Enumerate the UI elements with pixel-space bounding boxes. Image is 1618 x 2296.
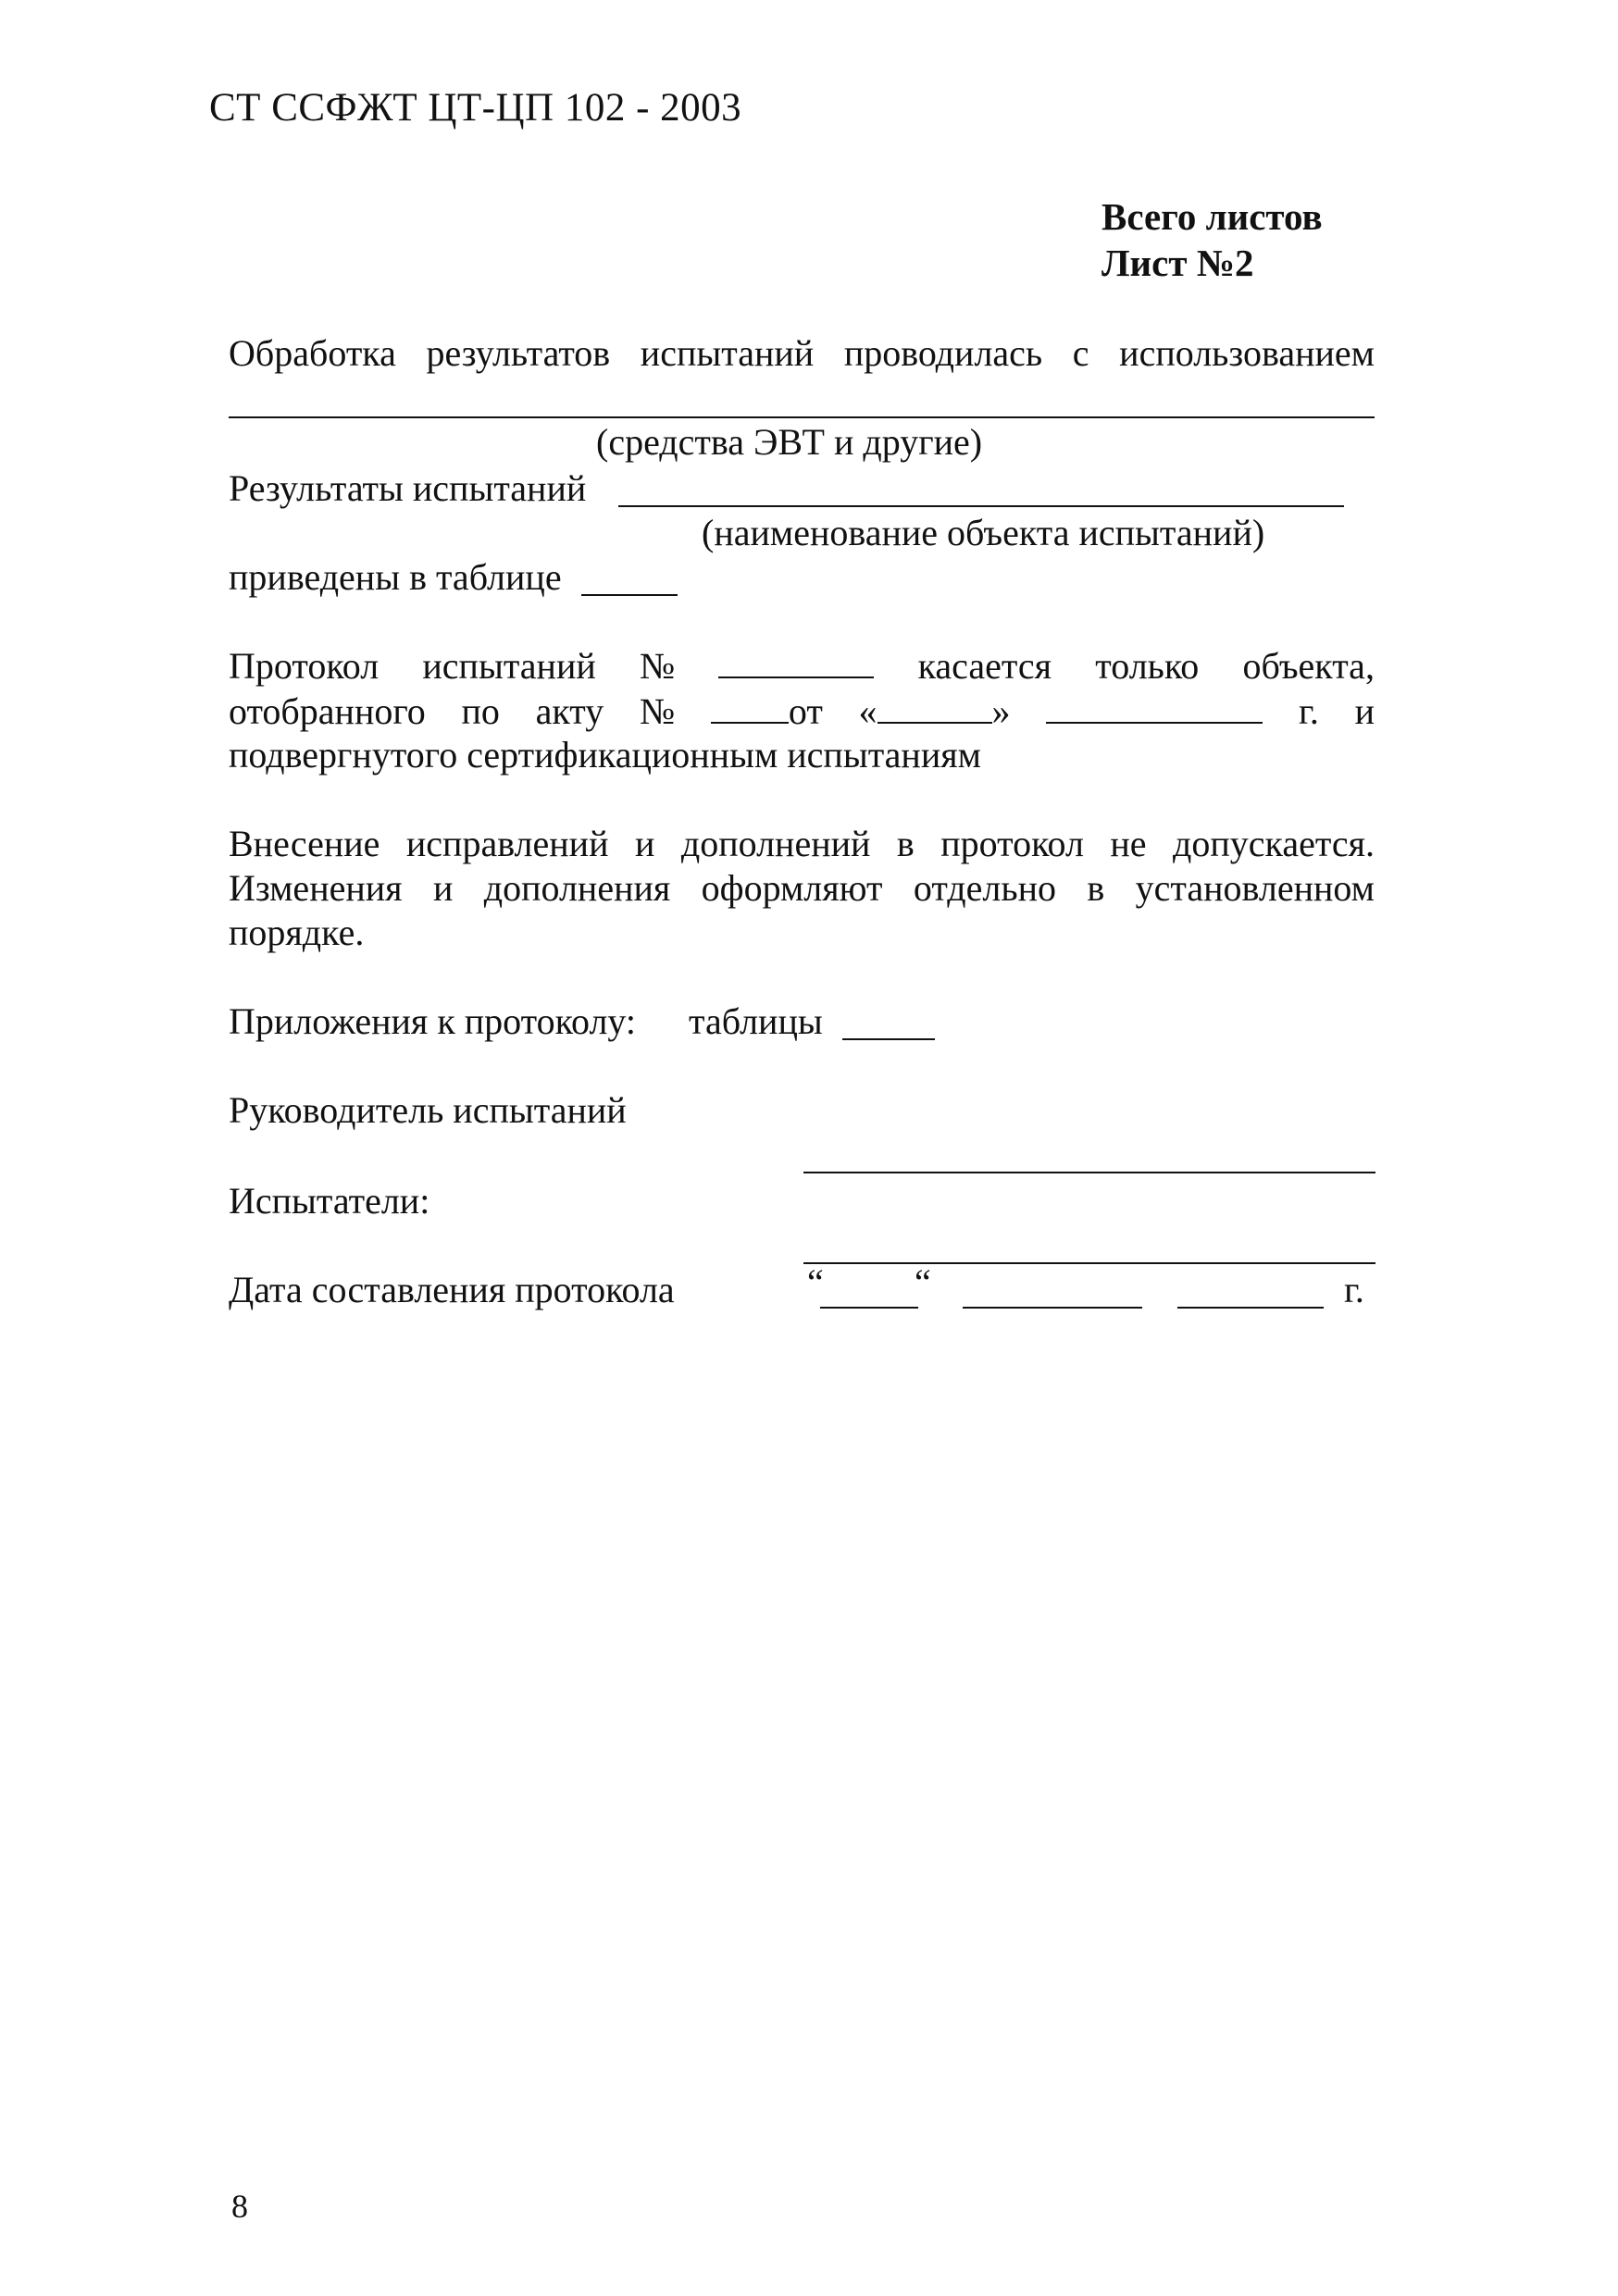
protocol-date-label: Дата составления протокола — [229, 1269, 675, 1310]
protocol-word: № — [639, 690, 676, 732]
notice-word: установленном — [1135, 867, 1375, 909]
document-code: СТ ССФЖТ ЦТ-ЦП 102 - 2003 — [209, 86, 742, 130]
processing-word: результатов — [426, 332, 611, 374]
and-label: и — [1354, 690, 1375, 732]
test-object-field[interactable] — [618, 505, 1344, 507]
date-month-field[interactable] — [963, 1307, 1142, 1309]
protocol-line-1 — [229, 643, 1375, 689]
date-quote-close: “ — [915, 1261, 931, 1303]
notice-word: Изменения — [229, 867, 403, 909]
notice-word: Внесение — [229, 823, 380, 864]
results-table-label: приведены в таблице — [229, 556, 562, 598]
appendix-label: Приложения к протоколу: — [229, 1000, 637, 1042]
notice-word: протокол — [940, 823, 1084, 864]
notice-word: дополнения — [483, 867, 671, 909]
testers-label: Испытатели: — [229, 1180, 430, 1222]
page-number: 8 — [231, 2188, 248, 2225]
protocol-line-3: подвергнутого сертификационным испытаниям — [229, 734, 981, 776]
processing-word: испытаний — [640, 332, 815, 374]
protocol-word: по — [461, 690, 500, 732]
act-number-field[interactable] — [711, 689, 789, 724]
appendix-tables-label: таблицы — [689, 1000, 823, 1042]
test-head-signature-field[interactable] — [803, 1172, 1375, 1173]
notice-word: и — [634, 823, 655, 864]
processing-word: проводилась — [843, 332, 1043, 374]
act-from-label: от — [788, 690, 823, 732]
notice-word: отдельно — [913, 867, 1056, 909]
processing-line — [229, 331, 1375, 376]
date-year-field[interactable] — [1177, 1307, 1324, 1309]
processing-word: Обработка — [229, 332, 396, 374]
protocol-word: акту — [535, 690, 604, 732]
notice-word: дополнений — [680, 823, 871, 864]
notice-line-3: порядке. — [229, 912, 365, 953]
notice-word: не — [1110, 823, 1147, 864]
protocol-word: испытаний — [422, 645, 596, 687]
notice-word: допускается. — [1173, 823, 1375, 864]
test-object-caption: (наименование объекта испытаний) — [702, 512, 1265, 553]
protocol-line-2 — [229, 689, 1375, 734]
protocol-word: объекта, — [1242, 645, 1375, 687]
notice-word: в — [1087, 867, 1105, 909]
year-label: г. — [1298, 690, 1319, 732]
notice-word: оформляют — [701, 867, 883, 909]
quote-open: « — [858, 690, 877, 732]
test-head-label: Руководитель испытаний — [229, 1089, 627, 1131]
protocol-word: только — [1095, 645, 1200, 687]
notice-word: в — [896, 823, 915, 864]
date-day-field[interactable] — [820, 1307, 918, 1309]
results-label: Результаты испытаний — [229, 467, 587, 509]
notice-line-1 — [229, 822, 1375, 866]
processing-means-field[interactable] — [229, 416, 1375, 418]
protocol-number-field[interactable] — [718, 643, 874, 678]
date-quote-open: “ — [807, 1261, 824, 1303]
results-table-number-field[interactable] — [581, 594, 678, 596]
act-month-year-field[interactable] — [1046, 689, 1263, 724]
notice-line-2 — [229, 866, 1375, 911]
appendix-tables-field[interactable] — [842, 1038, 935, 1040]
quote-close: » — [991, 690, 1011, 732]
protocol-word: Протокол — [229, 645, 380, 687]
protocol-word: № — [639, 645, 676, 687]
notice-word: исправлений — [405, 823, 609, 864]
processing-word: с — [1072, 332, 1089, 374]
testers-signature-field[interactable] — [803, 1262, 1375, 1264]
processing-means-caption: (средства ЭВТ и другие) — [596, 421, 983, 463]
sheets-total-label: Всего листов — [1101, 195, 1323, 238]
notice-word: и — [432, 867, 454, 909]
protocol-word: отобранного — [229, 690, 426, 732]
protocol-word: касается — [917, 645, 1052, 687]
act-day-field[interactable] — [877, 689, 992, 724]
processing-word: использованием — [1119, 332, 1375, 374]
sheet-number-label: Лист №2 — [1101, 242, 1254, 284]
date-year-label: г. — [1344, 1269, 1364, 1310]
